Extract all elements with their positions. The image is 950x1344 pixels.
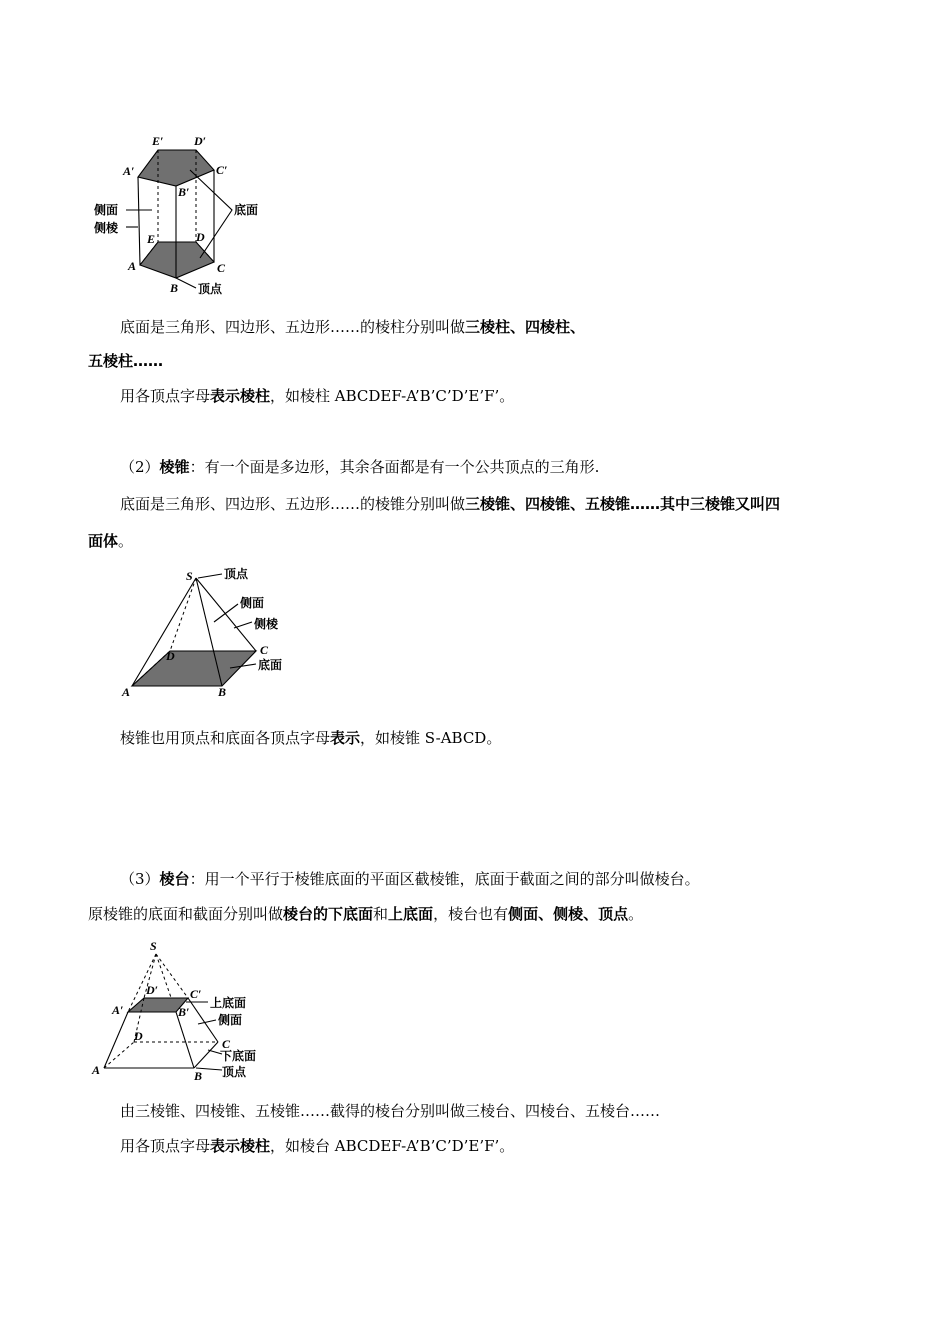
vertex-label-c1: C′ [216, 163, 228, 177]
frustum-figure [90, 936, 280, 1086]
paragraph-pyramid-names-cont [88, 531, 133, 551]
paragraph-prism-names [120, 317, 585, 337]
vertex-label-b: B [194, 1069, 203, 1083]
base-label: 底面 [258, 658, 283, 672]
prism-figure [90, 130, 280, 305]
p2-post: ，如棱柱 ABCDEF-A’B’C’D’E’F’。 [270, 387, 515, 405]
p5-post: ，如棱锥 S-ABCD。 [360, 729, 502, 747]
vertex-label-d: D [196, 230, 205, 244]
vertex-label-b1: B′ [178, 185, 190, 199]
apex-label: 顶点 [198, 282, 223, 296]
vertex-label-e1: E′ [152, 134, 164, 148]
top-base-face [138, 150, 214, 186]
p4-bold: 三棱锥、四棱锥、五棱锥……其中三棱锥又叫四 [465, 495, 781, 513]
p3-bold: 棱锥 [159, 458, 190, 476]
vertex-label-a: A [128, 259, 137, 273]
p1-bold: 三棱柱、四棱柱、 [465, 318, 586, 336]
p7-bold1: 棱台的下底面 [283, 905, 374, 923]
vertex-label-b: B [218, 685, 227, 699]
p3-pre: （2） [120, 458, 160, 476]
paragraph-frustum-def [120, 869, 700, 889]
p4b-bold: 面体 [88, 532, 119, 550]
pyramid-figure [118, 562, 298, 702]
p3-post: ：有一个面是多边形，其余各面都是有一个公共顶点的三角形. [189, 458, 600, 476]
p6-pre: （3） [120, 870, 160, 888]
side-face-label: 侧面 [240, 596, 265, 610]
p7-bold2: 上底面 [388, 905, 434, 923]
vertex-label-d1: D′ [146, 983, 159, 997]
vertex-label-b: B [170, 281, 179, 295]
p2-pre: 用各顶点字母 [120, 387, 211, 405]
side-face-label: 侧面 [218, 1013, 243, 1027]
p6-bold: 棱台 [159, 870, 190, 888]
p7-bold3: 侧面、侧棱、顶点 [508, 905, 629, 923]
p2-bold: 表示棱柱 [210, 387, 271, 405]
vertex-label-s: S [150, 939, 157, 953]
p7-pre: 原棱锥的底面和截面分别叫做 [88, 905, 284, 923]
paragraph-frustum-names [120, 1101, 660, 1121]
apex-label: 顶点 [224, 567, 249, 581]
paragraph-pyramid-names [120, 494, 780, 514]
side-edge-label: 侧棱 [94, 221, 119, 235]
p1-text: 底面是三角形、四边形、五边形……的棱柱分别叫做 [120, 318, 466, 336]
bottom-base-face [140, 242, 214, 278]
vertex-label-c: C [217, 261, 226, 275]
apex-label: 顶点 [222, 1065, 247, 1079]
p5-bold: 表示 [330, 729, 361, 747]
bottom-base-label: 下底面 [220, 1049, 257, 1063]
p5-pre: 棱锥也用顶点和底面各顶点字母 [120, 729, 331, 747]
vertex-label-c: C [222, 1037, 231, 1051]
vertex-label-a: A [122, 685, 131, 699]
vertex-label-a1: A′ [123, 164, 135, 178]
base-label: 底面 [234, 203, 259, 217]
p1b-bold: 五棱柱…… [88, 352, 164, 370]
vertex-label-a: A [92, 1063, 101, 1077]
p9-pre: 用各顶点字母 [120, 1137, 211, 1155]
top-base-label: 上底面 [210, 996, 247, 1010]
p4b-post: 。 [118, 532, 134, 550]
paragraph-prism-notation [120, 386, 514, 406]
side-edge-label: 侧棱 [254, 617, 279, 631]
p6-post: ：用一个平行于棱锥底面的平面区截棱锥，底面于截面之间的部分叫做棱台。 [189, 870, 700, 888]
vertex-label-s: S [186, 569, 193, 583]
paragraph-frustum-notation [120, 1136, 514, 1156]
paragraph-pyramid-def [120, 457, 599, 477]
paragraph-frustum-bases [88, 904, 643, 924]
vertex-label-a1: A′ [112, 1003, 124, 1017]
paragraph-prism-names-cont [88, 351, 163, 371]
p8-text: 由三棱锥、四棱锥、五棱锥……截得的棱台分别叫做三棱台、四棱台、五棱台…… [120, 1102, 661, 1120]
p4-pre: 底面是三角形、四边形、五边形……的棱锥分别叫做 [120, 495, 466, 513]
p7-mid: 和 [373, 905, 389, 923]
vertex-label-d: D [134, 1029, 143, 1043]
p7-post: 。 [628, 905, 644, 923]
p9-post: ，如棱台 ABCDEF-A’B’C’D’E’F’。 [270, 1137, 515, 1155]
p9-bold: 表示棱柱 [210, 1137, 271, 1155]
side-face-label: 侧面 [94, 203, 119, 217]
paragraph-pyramid-notation [120, 728, 501, 748]
vertex-label-b1: B′ [178, 1005, 190, 1019]
vertex-label-c: C [260, 643, 269, 657]
vertex-label-c1: C′ [190, 987, 202, 1001]
p7-mid2: ，棱台也有 [433, 905, 509, 923]
vertex-label-d: D [166, 649, 175, 663]
vertex-label-d1: D′ [194, 134, 207, 148]
vertex-label-e: E [147, 232, 156, 246]
